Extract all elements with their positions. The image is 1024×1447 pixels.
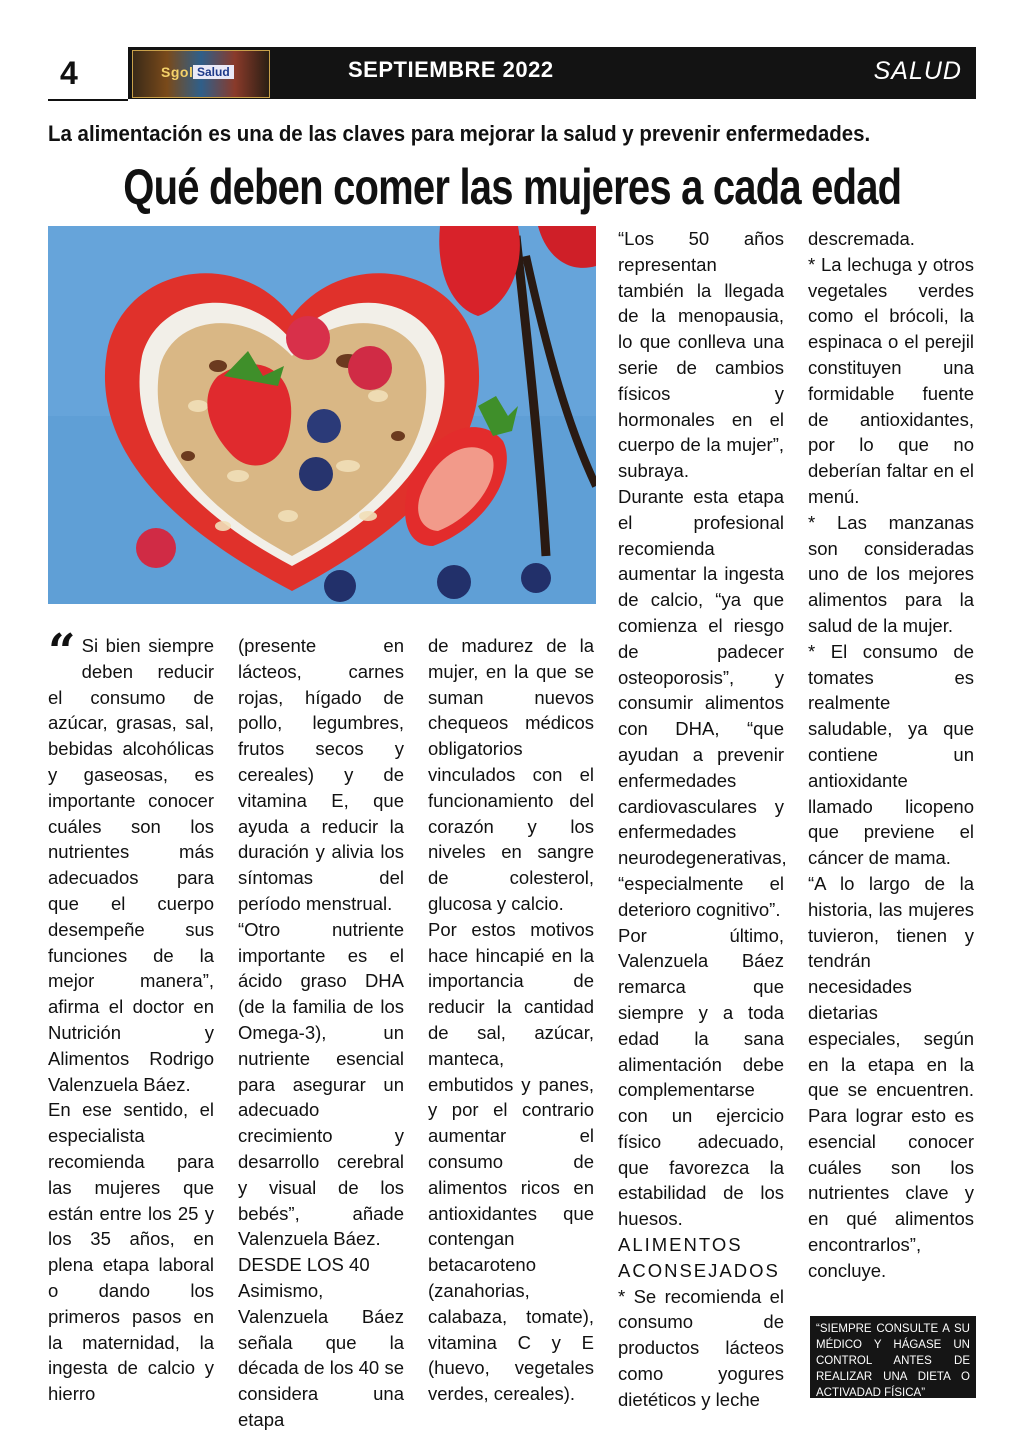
- paragraph: Durante esta etapa el profesional recomienda aumentar la ingesta de calcio, “ya que comienza el riesgo de padecer osteoporosis”, y consumir alimentos con DHA, “que ayudan a prevenir enfermedades cardiovasculares y enfermedades neurodegenerativas, “especialmente el deterioro cognitivo”.: [618, 485, 787, 920]
- article-photo: [48, 226, 596, 604]
- paragraph: descremada.: [808, 228, 915, 249]
- publication-logo: [132, 50, 270, 98]
- paragraph: * Las manzanas son consideradas uno de los mejores alimentos para la salud de la mujer.: [808, 511, 974, 636]
- paragraph: * La lechuga y otros vegetales verdes como el brócoli, la espinaca o el perejil constituyen una formidable fuente de antioxidantes, por lo que no deberían faltar en el menú.: [808, 253, 974, 507]
- article-column-2: [238, 633, 404, 1433]
- heart-bowl-illustration: [48, 226, 596, 604]
- paragraph: * El consumo de tomates es realmente saludable, ya que contiene un antioxidante llamado licopeno que previene el cáncer de mama.: [808, 640, 974, 869]
- article-column-5: [808, 226, 974, 1284]
- section-label: SALUD: [873, 57, 962, 85]
- headline-text: Qué deben comer las mujeres a cada edad: [122, 159, 902, 215]
- paragraph: “Los 50 años representan también la llegada de la menopausia, lo que conlleva una serie de cambios físicos y hormonales en el cuerpo de la mujer”, subraya.: [618, 228, 784, 482]
- logo-text: Sgol: [161, 64, 194, 80]
- page-header: [48, 47, 976, 99]
- advice-box: “SIEMPRE CONSULTE A SU MÉDICO Y HÁGASE UN CONTROL ANTES DE REALIZAR UNA DIETA O ACTIVADAD FÍSICA”: [810, 1316, 976, 1398]
- article-column-4: [618, 226, 787, 1413]
- logo-subtext: Salud: [193, 65, 234, 79]
- subheading: DESDE LOS 40: [238, 1254, 370, 1276]
- paragraph: (presente en lácteos, carnes rojas, hígado de pollo, legumbres, frutos secos y cereales) y de vitamina E, que ayuda a reducir la duración y alivia los síntomas del período menstrual.: [238, 635, 404, 914]
- paragraph: En ese sentido, el especialista recomienda para las mujeres que están entre los 25 y los 35 años, en plena etapa laboral o dando los primeros pasos en la maternidad, la ingesta de calcio y hierro: [48, 1099, 214, 1405]
- opening-quote-mark: “: [48, 624, 76, 680]
- article-column-1: [48, 624, 214, 1407]
- page-number: 4: [60, 55, 78, 91]
- article-column-3: [428, 633, 594, 1407]
- paragraph: Por último, Valenzuela Báez remarca que siempre y a toda edad la sana alimentación debe complementarse con un ejercicio físico adecuado, que favorezca la estabilidad de los huesos.: [618, 924, 784, 1230]
- paragraph: Por estos motivos hace hincapié en la importancia de reducir la cantidad de sal, azúcar, manteca, embutidos y panes, y por el contrario aumentar el consumo de alimentos ricos en antioxidantes que contengan betacaroteno (zanahorias, calabaza, tomate), vitamina C y E (huevo, vegetales verdes, cereales).: [428, 918, 594, 1405]
- paragraph: * Se recomienda el consumo de productos lácteos como yogures dietéticos y leche: [618, 1285, 784, 1410]
- paragraph: “Otro nutriente importante es el ácido graso DHA (de la familia de los Omega-3), un nutriente esencial para asegurar un adecuado crecimiento y desarrollo cerebral y visual de los bebés”, añade Valenzuela Báez.: [238, 918, 404, 1250]
- paragraph: Si bien siempre deben reducir el consumo de azúcar, grasas, sal, bebidas alcohólicas y gaseosas, es importante conocer cuáles son los nutrientes más adecuados para que el cuerpo desempeñe sus funciones de la mejor manera”, afirma el doctor en Nutrición y Alimentos Rodrigo Valenzuela Báez.: [48, 635, 214, 1095]
- article-headline: [0, 158, 1024, 216]
- paragraph: de madurez de la mujer, en la que se suman nuevos chequeos médicos obligatorios vinculados con el funcionamiento del corazón y los niveles en sangre de colesterol, glucosa y calcio.: [428, 635, 594, 914]
- paragraph: “A lo largo de la historia, las mujeres tuvieron, tienen y tendrán necesidades dietarias especiales, según en la etapa en la que se encuentren. Para lograr esto es esencial conocer cuáles son los nutrientes clave y en qué alimentos encontrarlos”, concluye.: [808, 872, 974, 1281]
- paragraph: Asimismo, Valenzuela Báez señala que la década de los 40 se considera una etapa: [238, 1279, 404, 1430]
- issue-date: SEPTIEMBRE 2022: [348, 57, 554, 82]
- article-lede: La alimentación es una de las claves para mejorar la salud y prevenir enfermedades.: [48, 121, 871, 146]
- page-number-box: [48, 47, 128, 101]
- subheading: ALIMENTOS ACONSEJADOS: [618, 1234, 780, 1281]
